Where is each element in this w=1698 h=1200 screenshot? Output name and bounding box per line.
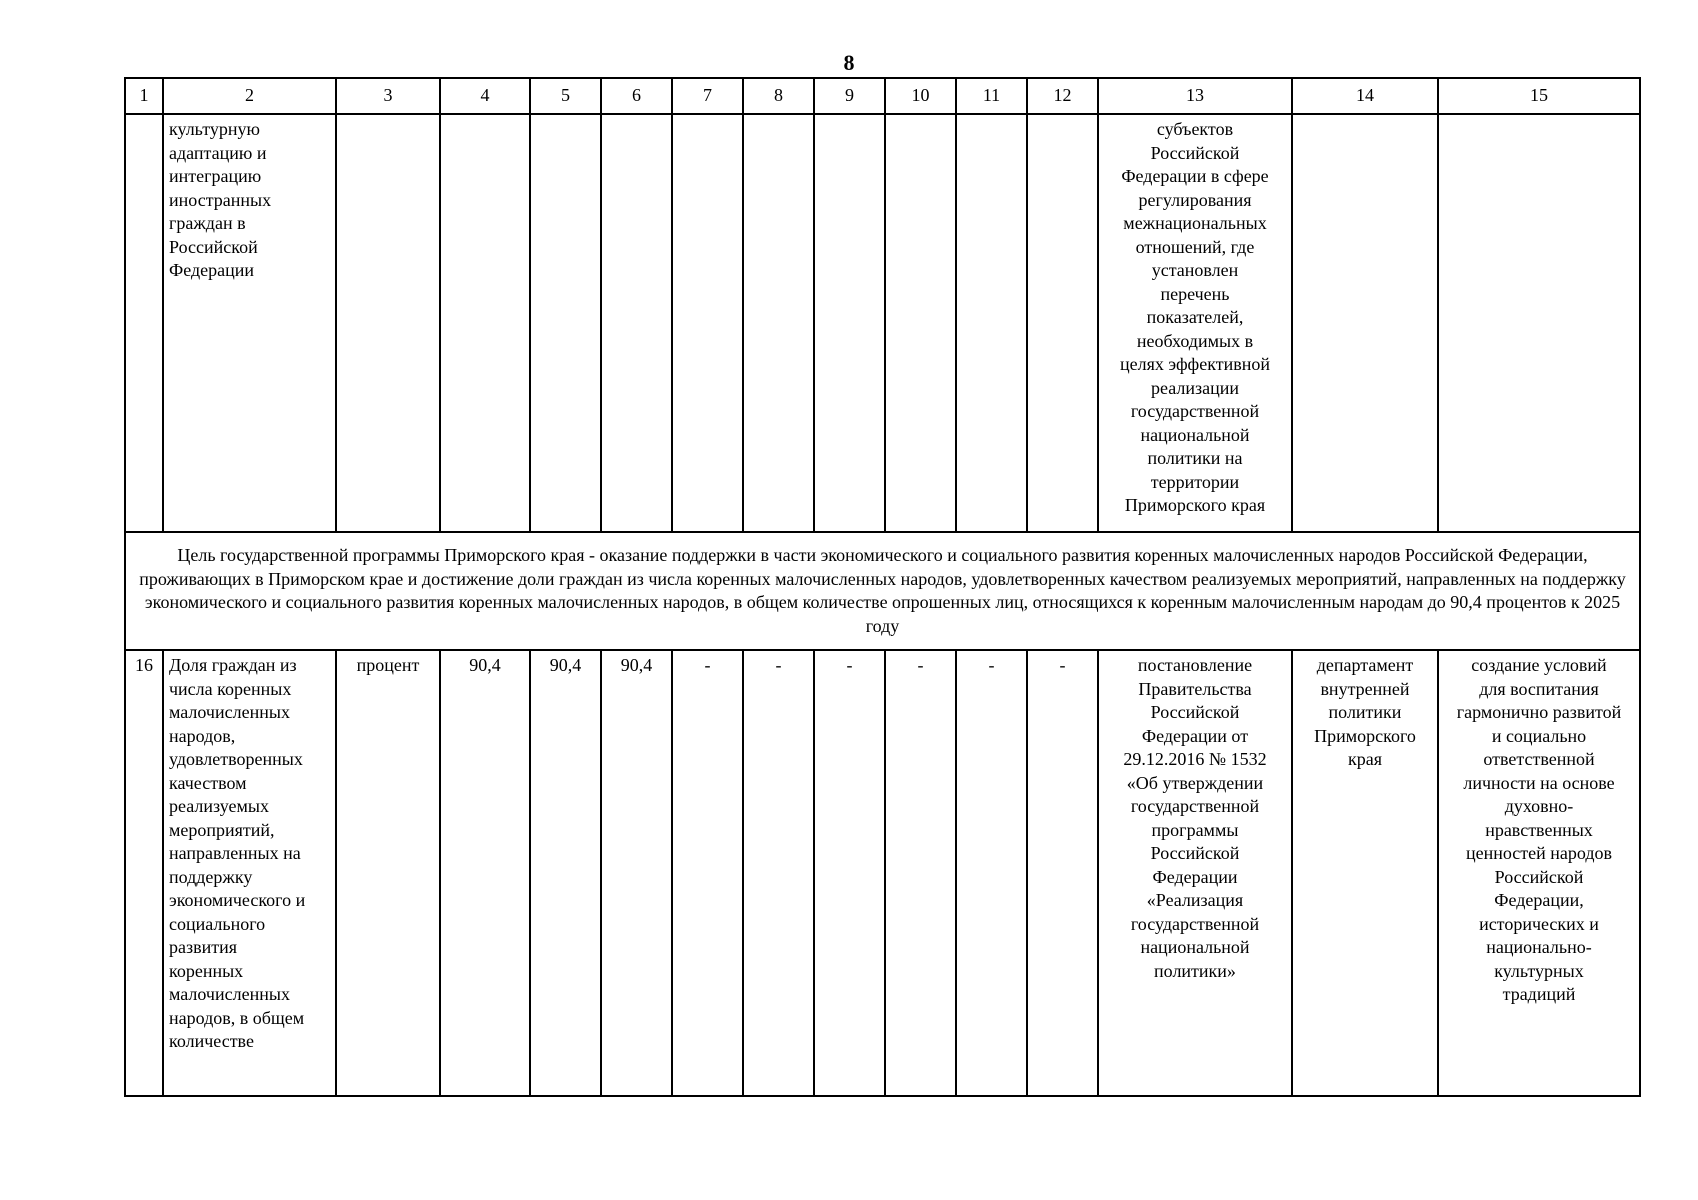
value-cell: - [814, 650, 885, 1096]
value-cell: 90,4 [530, 650, 601, 1096]
header-cell: 12 [1027, 78, 1098, 114]
indicator-name: Доля граждан из числа коренных малочисленных народов, удовлетворенных качеством реализуемых мероприятий, направленных на поддержку экономического и социального развития коренных малочисленных народов, в общем количестве [163, 650, 336, 1096]
table-cell [885, 114, 956, 532]
table-row-continuation [125, 114, 1640, 532]
value-cell: - [743, 650, 814, 1096]
header-cell: 6 [601, 78, 672, 114]
table-cell [601, 114, 672, 532]
page-number: 8 [843, 50, 855, 75]
program-goal-text: Цель государственной программы Приморского края - оказание поддержки в части экономического и социального развития коренных малочисленных народов Российской Федерации, проживающих в Приморском крае и достижение доли граждан из числа коренных малочисленных народов, удовлетворенных качеством реализуемых мероприятий, направленных на поддержку экономического и социального развития коренных малочисленных народов, в общем количестве опрошенных лиц, относящихся к коренным малочисленным народам до 90,4 процентов к 2025 году [125, 532, 1640, 650]
header-cell: 1 [125, 78, 163, 114]
header-cell: 3 [336, 78, 440, 114]
header-cell: 9 [814, 78, 885, 114]
table-cell [956, 114, 1027, 532]
table-cell [1292, 114, 1438, 532]
table-cell [1027, 114, 1098, 532]
table-cell [440, 114, 530, 532]
indicator-table [124, 77, 1641, 1097]
header-cell: 15 [1438, 78, 1640, 114]
header-cell: 5 [530, 78, 601, 114]
value-cell: - [672, 650, 743, 1096]
header-cell: 13 [1098, 78, 1292, 114]
value-cell: 90,4 [440, 650, 530, 1096]
header-cell: 7 [672, 78, 743, 114]
value-cell: - [956, 650, 1027, 1096]
header-cell: 14 [1292, 78, 1438, 114]
header-cell: 10 [885, 78, 956, 114]
value-cell: - [885, 650, 956, 1096]
table-cell [743, 114, 814, 532]
table-cell [672, 114, 743, 532]
indicator-name-continuation: культурную адаптацию и интеграцию иностранных граждан в Российской Федерации [163, 114, 336, 532]
table-row [125, 650, 1640, 1096]
unit-cell: процент [336, 650, 440, 1096]
value-cell: 90,4 [601, 650, 672, 1096]
responsible-cell: департамент внутренней политики Приморского края [1292, 650, 1438, 1096]
table-cell [125, 114, 163, 532]
basis-cell: постановление Правительства Российской Федерации от 29.12.2016 № 1532 «Об утверждении государственной программы Российской Федерации «Реализация государственной национальной политики» [1098, 650, 1292, 1096]
value-cell: - [1027, 650, 1098, 1096]
table-cell [336, 114, 440, 532]
header-cell: 2 [163, 78, 336, 114]
basis-continuation: субъектов Российской Федерации в сфере регулирования межнациональных отношений, где установлен перечень показателей, необходимых в целях эффективной реализации государственной национальной политики на территории Приморского края [1098, 114, 1292, 532]
header-cell: 8 [743, 78, 814, 114]
link-cell: создание условий для воспитания гармонично развитой и социально ответственной личности на основе духовно- нравственных ценностей народов Российской Федерации, исторических и национально- культурных традиций [1438, 650, 1640, 1096]
table-cell [530, 114, 601, 532]
header-cell: 4 [440, 78, 530, 114]
table-cell [1438, 114, 1640, 532]
goal-row [125, 532, 1640, 650]
header-cell: 11 [956, 78, 1027, 114]
row-number: 16 [125, 650, 163, 1096]
table-header-row [125, 78, 1640, 114]
table-cell [814, 114, 885, 532]
